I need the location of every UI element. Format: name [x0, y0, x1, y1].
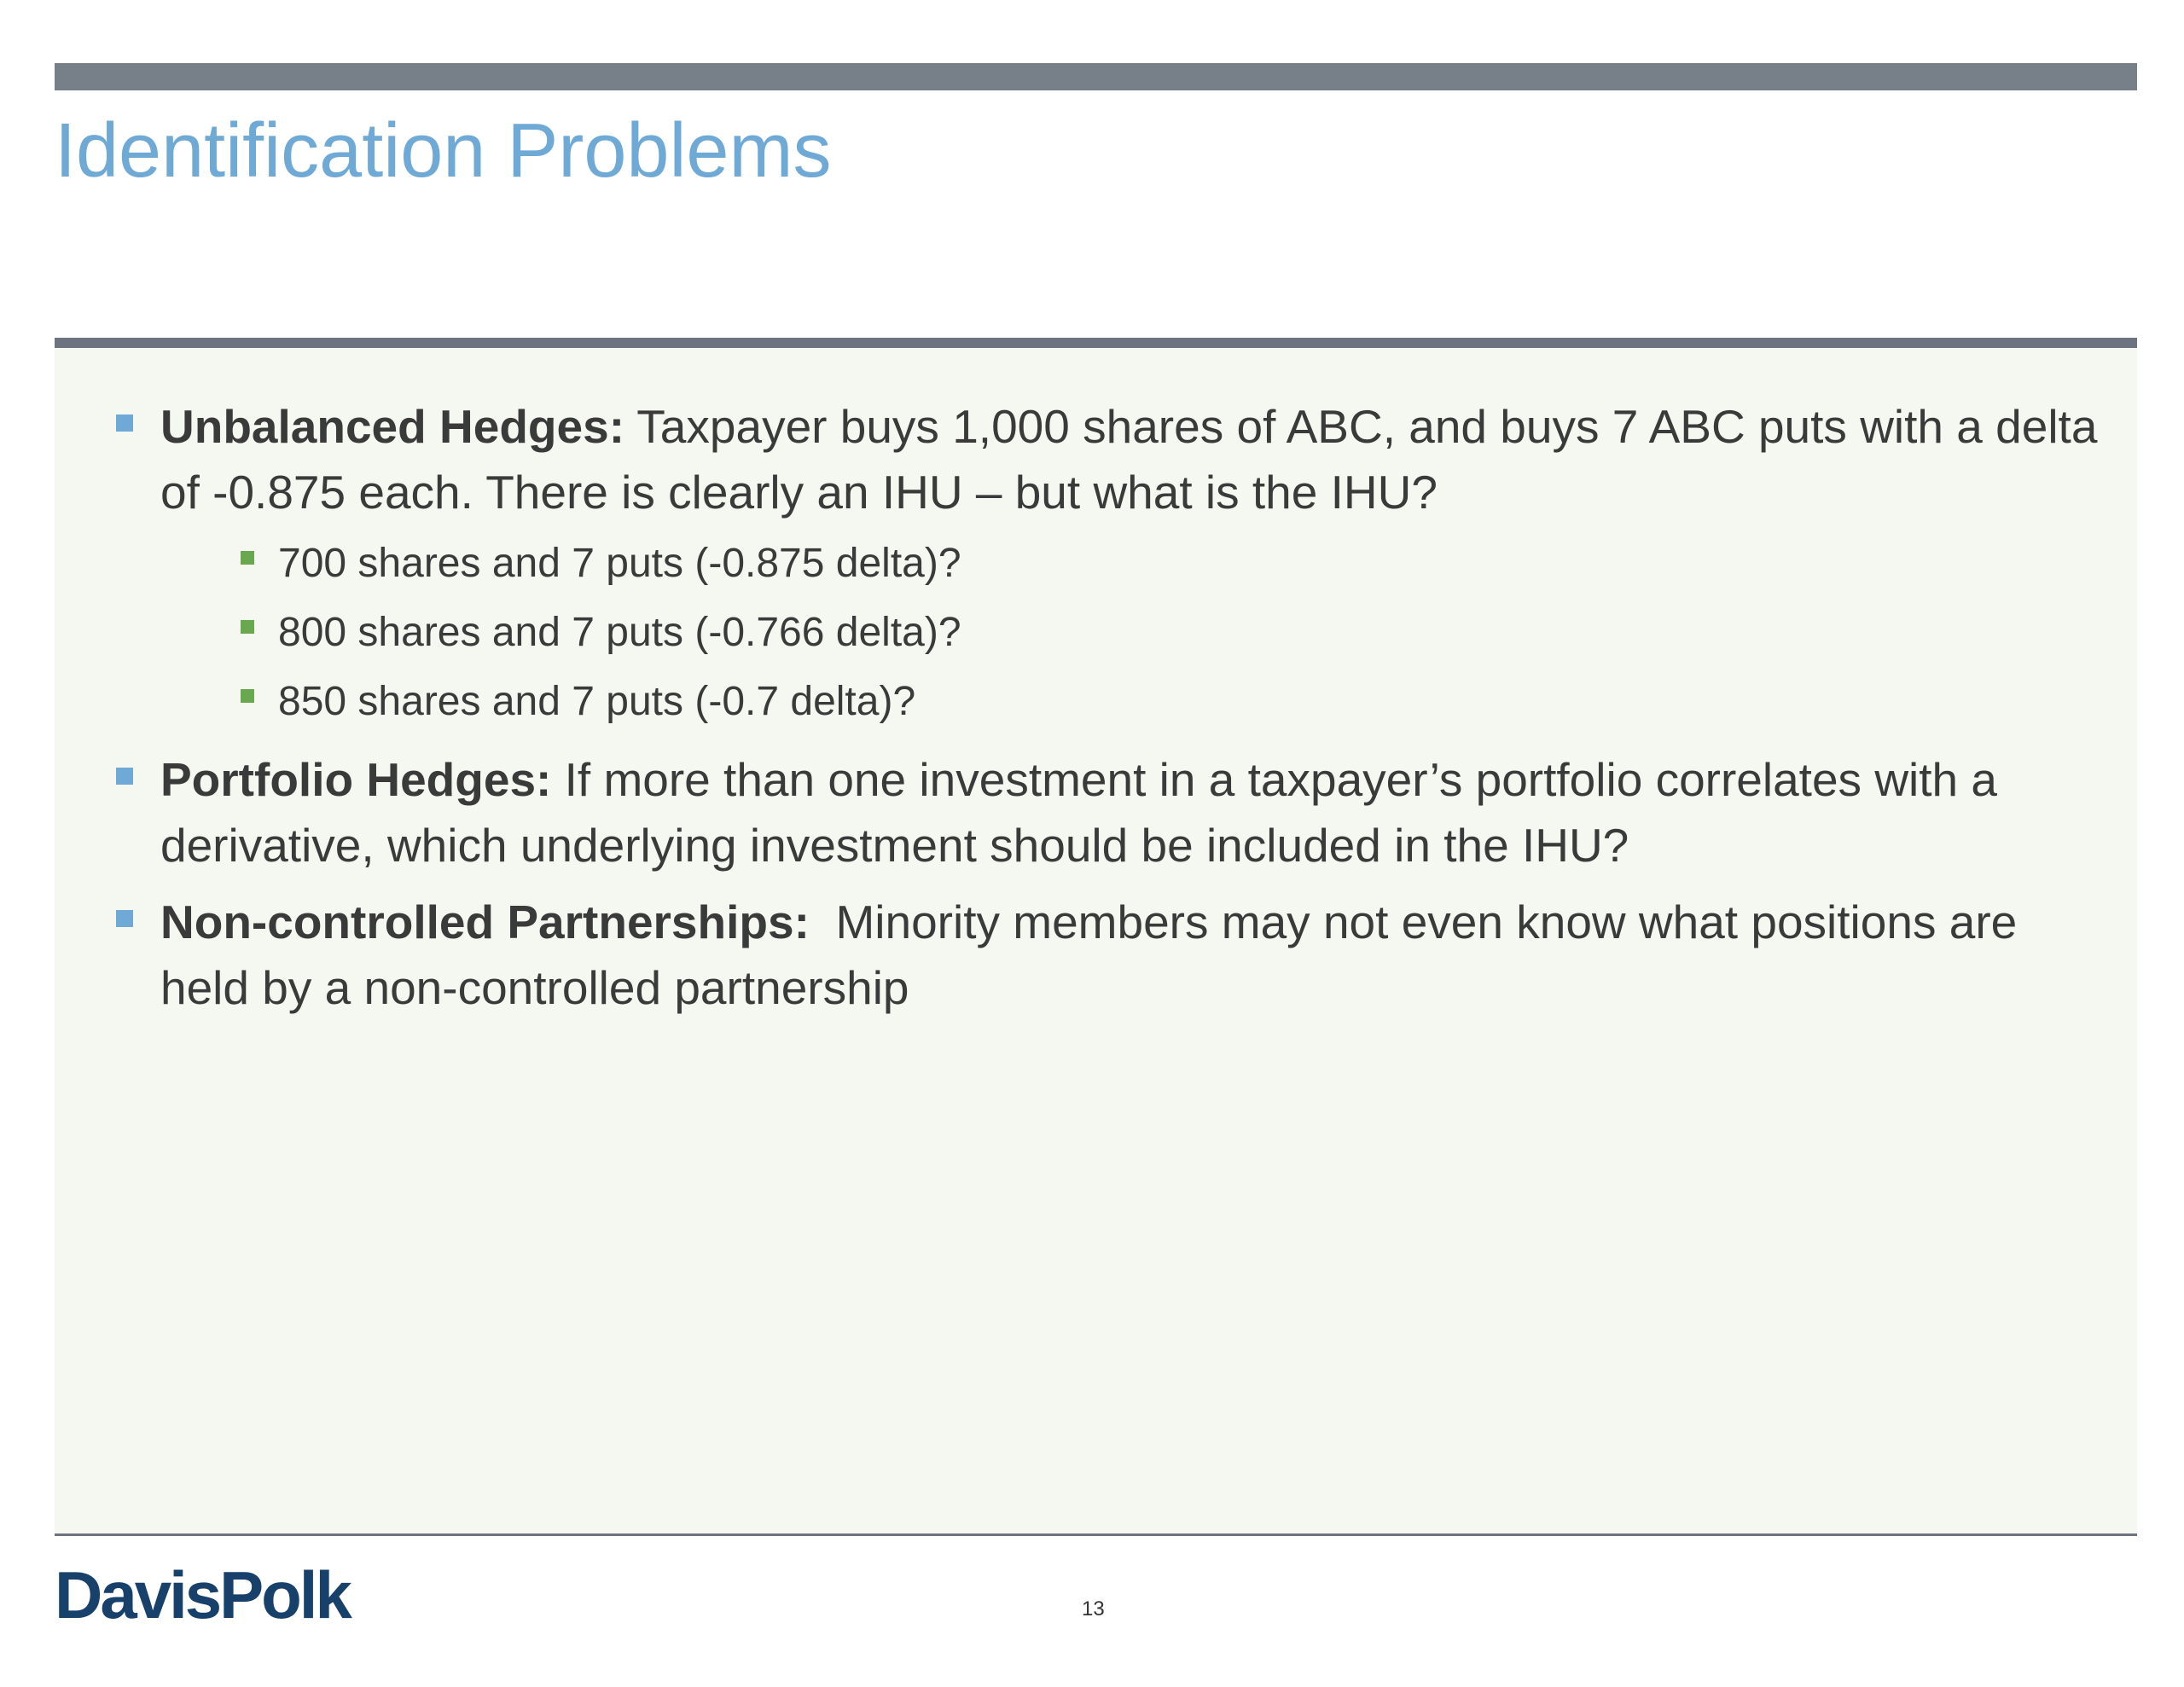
- sub-bullet-item: 700 shares and 7 puts (-0.875 delta)?: [160, 529, 2099, 598]
- bullet-non-controlled-partnerships: [111, 890, 2099, 1021]
- bullet-lead: Portfolio Hedges:: [160, 753, 552, 806]
- square-bullet-icon: [241, 689, 254, 703]
- footer-divider: [55, 1533, 2137, 1536]
- square-bullet-icon: [116, 910, 133, 927]
- bullet-unbalanced-hedges: [111, 394, 2099, 736]
- davis-polk-logo: DavisPolk: [55, 1557, 350, 1632]
- square-bullet-icon: [116, 768, 133, 785]
- bullet-text: Minority members may not even know what positions are held by a non-controlled partnership: [160, 896, 2030, 1014]
- bullet-text: Taxpayer buys 1,000 shares of ABC, and buys 7 ABC puts with a delta of -0.875 each. There is clearly an IHU – but what is the IHU?: [160, 400, 2098, 519]
- slide-title: Identification Problems: [55, 108, 832, 194]
- square-bullet-icon: [241, 620, 254, 634]
- sub-bullet-list: [160, 529, 2099, 736]
- bullet-list: [111, 394, 2099, 1032]
- page-number: 13: [1082, 1597, 1105, 1620]
- bullet-portfolio-hedges: [111, 747, 2099, 878]
- bullet-text: If more than one investment in a taxpayer’s portfolio correlates with a derivative, which underlying investment should be included in the IHU?: [160, 753, 1998, 872]
- title-divider: [55, 338, 2137, 348]
- square-bullet-icon: [116, 415, 133, 432]
- sub-bullet-item: 850 shares and 7 puts (-0.7 delta)?: [160, 667, 2099, 736]
- bullet-lead: Unbalanced Hedges:: [160, 400, 625, 453]
- square-bullet-icon: [241, 551, 254, 565]
- top-header-bar: [55, 63, 2137, 90]
- bullet-lead: Non-controlled Partnerships:: [160, 896, 810, 948]
- sub-bullet-item: 800 shares and 7 puts (-0.766 delta)?: [160, 598, 2099, 667]
